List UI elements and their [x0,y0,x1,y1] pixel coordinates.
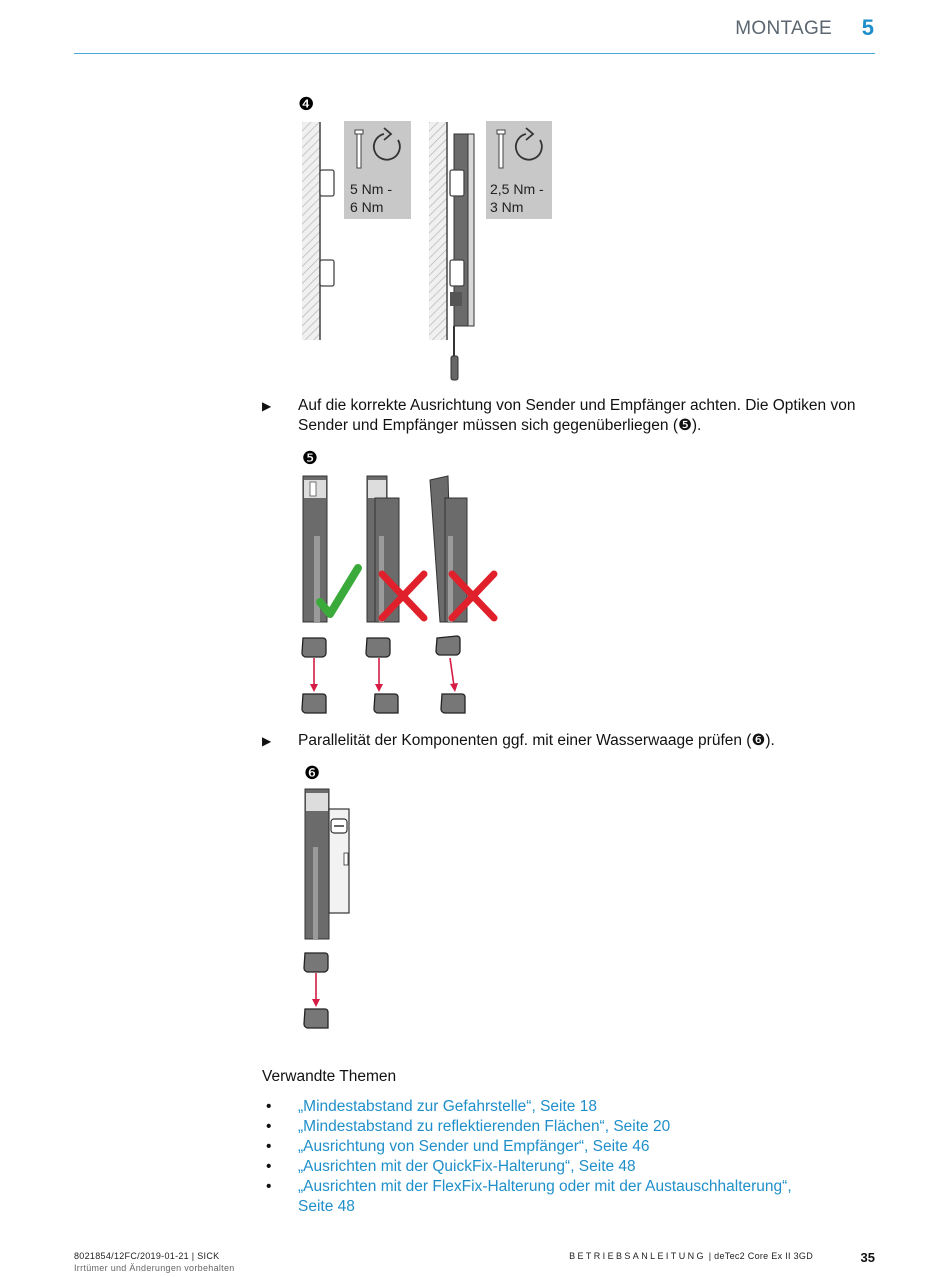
figure-4-illustration [296,94,566,389]
sensor-pair-tilted [430,476,494,713]
header-divider [74,53,875,54]
related-topics-list [262,1097,822,1217]
torque-left-line1: 5 Nm - [350,181,392,197]
related-link[interactable] [262,1137,822,1157]
figure-5 [300,446,510,721]
footer-disclaimer: Irrtümer und Änderungen vorbehalten [74,1263,235,1273]
torque-right-line1: 2,5 Nm - [490,181,544,197]
related-link-text[interactable]: „Ausrichten mit der QuickFix-Halterung“, Seite 48 [298,1158,636,1175]
section-number: 5 [861,15,874,40]
related-link-text[interactable]: „Mindestabstand zu reflektierenden Flächen“, Seite 20 [298,1118,671,1135]
step-arrow-icon: ▶ [262,734,272,748]
bullet: • [266,1118,272,1135]
bracket-upper [320,170,334,196]
related-link-text[interactable]: „Ausrichten mit der FlexFix-Halterung oder mit der Austauschhalterung“, Seite 48 [298,1178,792,1215]
footer-doc-type-label: BETRIEBSANLEITUNG [569,1251,706,1261]
related-topics-title: Verwandte Themen [262,1068,397,1085]
footer-doc-type [569,1251,813,1261]
related-link-text[interactable]: „Ausrichtung von Sender und Empfänger“, Seite 46 [298,1138,650,1155]
wall-right [429,122,447,340]
torque-box-right [486,121,552,219]
footer-product: | deTec2 Core Ex II 3GD [708,1251,813,1261]
related-link[interactable] [262,1117,822,1137]
related-link[interactable] [262,1177,822,1217]
step-parallelism-text: Parallelität der Komponenten ggf. mit einer Wasserwaage prüfen (❻). [298,732,775,749]
bullet: • [266,1098,272,1115]
footer-doc-info [74,1250,235,1274]
footer-doc-id: 8021854/12FC/2019-01-21 | SICK [74,1251,220,1261]
sensor-pair-offset [366,476,424,713]
figure-4 [296,94,566,389]
torque-left-line2: 6 Nm [350,199,384,215]
bullet: • [266,1158,272,1175]
bullet: • [266,1178,272,1195]
sensor-with-spirit-level [304,789,349,1028]
bracket-lower [320,260,334,286]
figure-4-label: ❹ [298,94,315,115]
page-number: 35 [860,1250,875,1265]
torque-box-left [344,121,411,219]
mounted-sensor [450,134,474,380]
sensor-pair-correct [302,476,358,713]
figure-5-illustration [300,446,510,721]
figure-6-illustration [302,761,372,1036]
step-arrow-icon: ▶ [262,399,272,413]
figure-6 [302,761,372,1036]
related-link-text[interactable]: „Mindestabstand zur Gefahrstelle“, Seite 18 [298,1098,597,1115]
step-alignment-text: Auf die korrekte Ausrichtung von Sender und Empfänger achten. Die Optiken von Sender und Empfänger müssen sich gegenüberliegen (❺). [298,397,856,434]
figure-5-label: ❺ [302,448,319,469]
wall-left [302,122,320,340]
related-link[interactable] [262,1157,822,1177]
section-title: MONTAGE [735,18,832,39]
bullet: • [266,1138,272,1155]
related-link[interactable] [262,1097,822,1117]
figure-6-label: ❻ [304,763,321,784]
torque-right-line2: 3 Nm [490,199,524,215]
